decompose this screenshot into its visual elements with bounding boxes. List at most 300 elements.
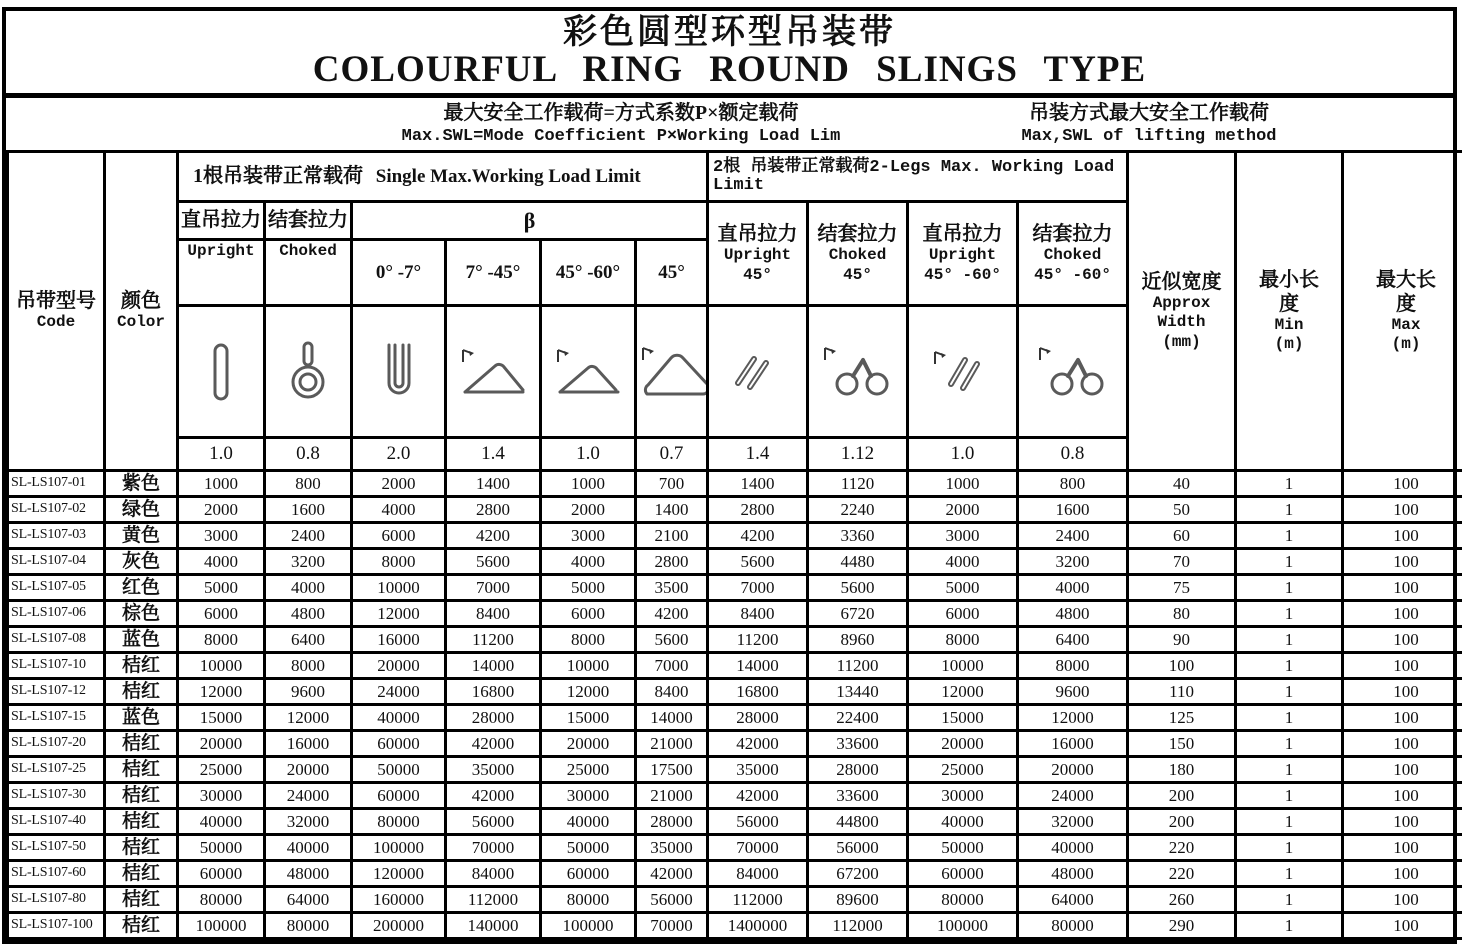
value-cell: 8400 (636, 679, 708, 705)
value-cell: 40000 (1018, 835, 1128, 861)
value-cell: 3200 (265, 549, 352, 575)
value-cell: 24000 (265, 783, 352, 809)
value-cell: 20000 (352, 653, 446, 679)
value-cell: 100 (1128, 653, 1236, 679)
value-cell: 64000 (1018, 887, 1128, 913)
value-cell: 7000 (636, 653, 708, 679)
header-angle-45-60: 45° -60° (541, 240, 636, 306)
swl-formula-en: Max.SWL=Mode Coefficient P×Working Load Lim (401, 126, 841, 146)
value-cell: 4200 (708, 523, 808, 549)
value-cell: 3500 (636, 575, 708, 601)
color-cell: 桔红 (105, 913, 178, 939)
value-cell: 28000 (808, 757, 908, 783)
value-cell: 28000 (636, 809, 708, 835)
value-cell: 32000 (265, 809, 352, 835)
value-cell: 14000 (708, 653, 808, 679)
value-cell: 1 (1236, 679, 1343, 705)
value-cell: 8000 (541, 627, 636, 653)
value-cell: 42000 (446, 783, 541, 809)
value-cell: 4200 (636, 601, 708, 627)
coefficient-cell: 1.12 (808, 438, 908, 471)
value-cell: 67200 (808, 861, 908, 887)
color-cell: 桔红 (105, 835, 178, 861)
color-cell: 桔红 (105, 679, 178, 705)
value-cell: 35000 (708, 757, 808, 783)
header-angle-7-45: 7° -45° (446, 240, 541, 306)
value-cell: 1600 (1018, 497, 1128, 523)
value-cell: 100 (1343, 913, 1462, 939)
value-cell: 100 (1343, 523, 1462, 549)
value-cell: 12000 (265, 705, 352, 731)
code-cell: SL-LS107-02 (8, 497, 105, 523)
value-cell: 7000 (446, 575, 541, 601)
value-cell: 70000 (446, 835, 541, 861)
value-cell: 5600 (636, 627, 708, 653)
value-cell: 75 (1128, 575, 1236, 601)
value-cell: 12000 (541, 679, 636, 705)
header-code: 吊带型号 Code (8, 152, 105, 471)
value-cell: 50000 (352, 757, 446, 783)
value-cell: 70000 (636, 913, 708, 939)
coefficient-cell: 0.8 (1018, 438, 1128, 471)
value-cell: 21000 (636, 783, 708, 809)
value-cell: 8960 (808, 627, 908, 653)
value-cell: 20000 (1018, 757, 1128, 783)
lifting-method-en: Max,SWL of lifting method (1021, 126, 1277, 146)
header-angle-45: 45° (636, 240, 708, 306)
value-cell: 24000 (352, 679, 446, 705)
value-cell: 2400 (265, 523, 352, 549)
value-cell: 42000 (446, 731, 541, 757)
color-cell: 桔红 (105, 757, 178, 783)
value-cell: 13440 (808, 679, 908, 705)
value-cell: 8000 (908, 627, 1018, 653)
header-width: 近似宽度 Approx Width (mm) (1128, 152, 1236, 471)
color-cell: 绿色 (105, 497, 178, 523)
value-cell: 14000 (446, 653, 541, 679)
value-cell: 70 (1128, 549, 1236, 575)
table-row (8, 705, 1462, 731)
value-cell: 1 (1236, 497, 1343, 523)
table-row (8, 601, 1462, 627)
header-2leg-choked-45: 结套拉力 Choked 45° (808, 202, 908, 306)
color-cell: 红色 (105, 575, 178, 601)
header-2leg-upright-45-60: 直吊拉力 Upright 45° -60° (908, 202, 1018, 306)
value-cell: 1000 (541, 471, 636, 497)
value-cell: 100 (1343, 705, 1462, 731)
value-cell: 4000 (352, 497, 446, 523)
two-leg-choked-45-icon (809, 344, 906, 400)
sling-table-head (8, 152, 1462, 471)
color-cell: 桔红 (105, 887, 178, 913)
value-cell: 700 (636, 471, 708, 497)
code-cell: SL-LS107-04 (8, 549, 105, 575)
value-cell: 8400 (446, 601, 541, 627)
code-cell: SL-LS107-20 (8, 731, 105, 757)
value-cell: 30000 (541, 783, 636, 809)
icon-cell (1018, 306, 1128, 438)
value-cell: 40000 (908, 809, 1018, 835)
value-cell: 1 (1236, 783, 1343, 809)
header-angle-0-7: 0° -7° (352, 240, 446, 306)
header-2leg-upright-45: 直吊拉力 Upright 45° (708, 202, 808, 306)
value-cell: 48000 (1018, 861, 1128, 887)
icon-cell (908, 306, 1018, 438)
coefficient-cell: 1.4 (708, 438, 808, 471)
value-cell: 2800 (708, 497, 808, 523)
header-upright-en: Upright (178, 240, 265, 306)
code-cell: SL-LS107-06 (8, 601, 105, 627)
table-row (8, 679, 1462, 705)
value-cell: 56000 (708, 809, 808, 835)
value-cell: 5600 (708, 549, 808, 575)
value-cell: 1000 (908, 471, 1018, 497)
sling-spec-table (6, 150, 1462, 940)
value-cell: 6000 (352, 523, 446, 549)
color-cell: 棕色 (105, 601, 178, 627)
value-cell: 16000 (1018, 731, 1128, 757)
value-cell: 10000 (541, 653, 636, 679)
value-cell: 4000 (908, 549, 1018, 575)
value-cell: 150 (1128, 731, 1236, 757)
sheet-frame (2, 7, 1457, 944)
value-cell: 7000 (708, 575, 808, 601)
value-cell: 200 (1128, 783, 1236, 809)
value-cell: 84000 (446, 861, 541, 887)
value-cell: 4000 (541, 549, 636, 575)
basket-triangle-45-icon (637, 344, 706, 400)
value-cell: 1600 (265, 497, 352, 523)
value-cell: 100 (1343, 783, 1462, 809)
value-cell: 60000 (541, 861, 636, 887)
value-cell: 5000 (908, 575, 1018, 601)
value-cell: 56000 (446, 809, 541, 835)
value-cell: 11200 (446, 627, 541, 653)
value-cell: 8000 (352, 549, 446, 575)
icon-cell (446, 306, 541, 438)
code-cell: SL-LS107-15 (8, 705, 105, 731)
header-color: 颜色 Color (105, 152, 178, 471)
icon-cell (178, 306, 265, 438)
table-row (8, 627, 1462, 653)
value-cell: 15000 (541, 705, 636, 731)
value-cell: 1 (1236, 757, 1343, 783)
value-cell: 100 (1343, 549, 1462, 575)
table-row (8, 861, 1462, 887)
value-cell: 11200 (808, 653, 908, 679)
table-row (8, 913, 1462, 939)
value-cell: 20000 (265, 757, 352, 783)
value-cell: 8000 (265, 653, 352, 679)
table-row (8, 809, 1462, 835)
value-cell: 220 (1128, 835, 1236, 861)
page-title-zh: 彩色圆型环型吊装带 (563, 13, 896, 51)
code-cell: SL-LS107-12 (8, 679, 105, 705)
value-cell: 60000 (352, 783, 446, 809)
value-cell: 1400 (636, 497, 708, 523)
value-cell: 4200 (446, 523, 541, 549)
value-cell: 2400 (1018, 523, 1128, 549)
value-cell: 100000 (352, 835, 446, 861)
value-cell: 25000 (908, 757, 1018, 783)
value-cell: 100 (1343, 887, 1462, 913)
value-cell: 89600 (808, 887, 908, 913)
value-cell: 4480 (808, 549, 908, 575)
value-cell: 6000 (908, 601, 1018, 627)
code-cell: SL-LS107-50 (8, 835, 105, 861)
value-cell: 8000 (178, 627, 265, 653)
value-cell: 100 (1343, 471, 1462, 497)
value-cell: 1 (1236, 835, 1343, 861)
color-cell: 桔红 (105, 731, 178, 757)
header-choked-en: Choked (265, 240, 352, 306)
value-cell: 40000 (265, 835, 352, 861)
value-cell: 1400000 (708, 913, 808, 939)
value-cell: 112000 (708, 887, 808, 913)
choked-sling-icon (266, 340, 350, 404)
value-cell: 2000 (178, 497, 265, 523)
value-cell: 100 (1343, 575, 1462, 601)
value-cell: 1 (1236, 549, 1343, 575)
value-cell: 32000 (1018, 809, 1128, 835)
value-cell: 80000 (1018, 913, 1128, 939)
value-cell: 64000 (265, 887, 352, 913)
basket-angle-45-60-icon (542, 346, 634, 398)
header-2leg-choked-45-60: 结套拉力 Choked 45° -60° (1018, 202, 1128, 306)
value-cell: 48000 (265, 861, 352, 887)
value-cell: 40000 (352, 705, 446, 731)
coefficient-cell: 1.4 (446, 438, 541, 471)
value-cell: 16800 (708, 679, 808, 705)
code-cell: SL-LS107-25 (8, 757, 105, 783)
value-cell: 2800 (636, 549, 708, 575)
value-cell: 24000 (1018, 783, 1128, 809)
value-cell: 40 (1128, 471, 1236, 497)
color-cell: 桔红 (105, 809, 178, 835)
value-cell: 100 (1343, 757, 1462, 783)
value-cell: 56000 (808, 835, 908, 861)
value-cell: 22400 (808, 705, 908, 731)
value-cell: 1 (1236, 601, 1343, 627)
value-cell: 160000 (352, 887, 446, 913)
table-row (8, 783, 1462, 809)
value-cell: 70000 (708, 835, 808, 861)
icon-cell (541, 306, 636, 438)
value-cell: 56000 (636, 887, 708, 913)
value-cell: 28000 (708, 705, 808, 731)
value-cell: 44800 (808, 809, 908, 835)
value-cell: 80 (1128, 601, 1236, 627)
value-cell: 100000 (908, 913, 1018, 939)
value-cell: 100 (1343, 497, 1462, 523)
value-cell: 1 (1236, 861, 1343, 887)
value-cell: 42000 (708, 783, 808, 809)
code-cell: SL-LS107-30 (8, 783, 105, 809)
value-cell: 120000 (352, 861, 446, 887)
icon-cell (708, 306, 808, 438)
value-cell: 28000 (446, 705, 541, 731)
value-cell: 4000 (265, 575, 352, 601)
value-cell: 80000 (178, 887, 265, 913)
code-cell: SL-LS107-10 (8, 653, 105, 679)
value-cell: 1 (1236, 809, 1343, 835)
table-row (8, 653, 1462, 679)
value-cell: 125 (1128, 705, 1236, 731)
table-row (8, 471, 1462, 497)
color-cell: 桔红 (105, 861, 178, 887)
value-cell: 40000 (178, 809, 265, 835)
value-cell: 5000 (178, 575, 265, 601)
value-cell: 25000 (178, 757, 265, 783)
value-cell: 5600 (808, 575, 908, 601)
value-cell: 15000 (178, 705, 265, 731)
value-cell: 100000 (541, 913, 636, 939)
code-cell: SL-LS107-01 (8, 471, 105, 497)
code-cell: SL-LS107-60 (8, 861, 105, 887)
header-two-leg-group: 2根 吊装带正常载荷2-Legs Max. Working Load Limit (708, 152, 1128, 202)
value-cell: 1 (1236, 731, 1343, 757)
table-row (8, 523, 1462, 549)
value-cell: 30000 (908, 783, 1018, 809)
value-cell: 2240 (808, 497, 908, 523)
value-cell: 10000 (178, 653, 265, 679)
value-cell: 2100 (636, 523, 708, 549)
value-cell: 4000 (1018, 575, 1128, 601)
value-cell: 1 (1236, 471, 1343, 497)
two-leg-choked-45-60-icon (1019, 344, 1126, 400)
basket-sling-icon (353, 341, 444, 403)
value-cell: 100 (1343, 653, 1462, 679)
color-cell: 蓝色 (105, 627, 178, 653)
value-cell: 12000 (1018, 705, 1128, 731)
value-cell: 9600 (1018, 679, 1128, 705)
value-cell: 14000 (636, 705, 708, 731)
value-cell: 2000 (541, 497, 636, 523)
two-leg-45-60-icon (909, 348, 1016, 396)
value-cell: 42000 (708, 731, 808, 757)
header-single-group: 1根吊装带正常载荷 Single Max.Working Load Limit (178, 152, 708, 202)
value-cell: 8400 (708, 601, 808, 627)
header-beta: β (352, 202, 708, 240)
value-cell: 20000 (541, 731, 636, 757)
code-cell: SL-LS107-03 (8, 523, 105, 549)
value-cell: 20000 (908, 731, 1018, 757)
value-cell: 33600 (808, 731, 908, 757)
value-cell: 3200 (1018, 549, 1128, 575)
value-cell: 60 (1128, 523, 1236, 549)
value-cell: 1400 (708, 471, 808, 497)
value-cell: 4000 (178, 549, 265, 575)
value-cell: 42000 (636, 861, 708, 887)
value-cell: 21000 (636, 731, 708, 757)
value-cell: 25000 (541, 757, 636, 783)
value-cell: 180 (1128, 757, 1236, 783)
value-cell: 17500 (636, 757, 708, 783)
lifting-method-zh: 吊装方式最大安全工作载荷 (1029, 101, 1269, 124)
value-cell: 1 (1236, 913, 1343, 939)
color-cell: 蓝色 (105, 705, 178, 731)
value-cell: 1000 (178, 471, 265, 497)
value-cell: 100 (1343, 679, 1462, 705)
value-cell: 1 (1236, 575, 1343, 601)
color-cell: 灰色 (105, 549, 178, 575)
value-cell: 6000 (178, 601, 265, 627)
value-cell: 6000 (541, 601, 636, 627)
value-cell: 80000 (265, 913, 352, 939)
table-row (8, 835, 1462, 861)
header-max-length: 最大长 度 Max (m) (1343, 152, 1462, 471)
sling-table-body (8, 471, 1462, 939)
value-cell: 100 (1343, 835, 1462, 861)
value-cell: 100 (1343, 861, 1462, 887)
value-cell: 8000 (1018, 653, 1128, 679)
swl-formula-zh: 最大安全工作载荷=方式系数P×额定载荷 (443, 101, 799, 124)
header-upright-zh: 直吊拉力 (178, 202, 265, 240)
value-cell: 10000 (908, 653, 1018, 679)
table-row (8, 757, 1462, 783)
value-cell: 11200 (708, 627, 808, 653)
table-row (8, 575, 1462, 601)
value-cell: 1 (1236, 887, 1343, 913)
value-cell: 50000 (908, 835, 1018, 861)
value-cell: 3000 (178, 523, 265, 549)
coefficient-cell: 1.0 (541, 438, 636, 471)
value-cell: 200 (1128, 809, 1236, 835)
value-cell: 16000 (352, 627, 446, 653)
value-cell: 15000 (908, 705, 1018, 731)
value-cell: 50000 (541, 835, 636, 861)
icon-cell (265, 306, 352, 438)
value-cell: 3000 (908, 523, 1018, 549)
value-cell: 12000 (178, 679, 265, 705)
value-cell: 50 (1128, 497, 1236, 523)
value-cell: 1400 (446, 471, 541, 497)
coefficient-cell: 1.0 (908, 438, 1018, 471)
value-cell: 60000 (178, 861, 265, 887)
value-cell: 2800 (446, 497, 541, 523)
value-cell: 1 (1236, 653, 1343, 679)
value-cell: 16000 (265, 731, 352, 757)
value-cell: 80000 (352, 809, 446, 835)
value-cell: 100 (1343, 601, 1462, 627)
code-cell: SL-LS107-08 (8, 627, 105, 653)
title-block (6, 11, 1453, 98)
color-cell: 黄色 (105, 523, 178, 549)
value-cell: 90 (1128, 627, 1236, 653)
value-cell: 12000 (908, 679, 1018, 705)
value-cell: 20000 (178, 731, 265, 757)
code-cell: SL-LS107-05 (8, 575, 105, 601)
value-cell: 84000 (708, 861, 808, 887)
icon-cell (808, 306, 908, 438)
value-cell: 2000 (352, 471, 446, 497)
coefficient-cell: 0.7 (636, 438, 708, 471)
value-cell: 3000 (541, 523, 636, 549)
value-cell: 4800 (265, 601, 352, 627)
value-cell: 10000 (352, 575, 446, 601)
value-cell: 60000 (352, 731, 446, 757)
value-cell: 40000 (541, 809, 636, 835)
value-cell: 50000 (178, 835, 265, 861)
value-cell: 1 (1236, 627, 1343, 653)
value-cell: 6400 (265, 627, 352, 653)
value-cell: 12000 (352, 601, 446, 627)
value-cell: 200000 (352, 913, 446, 939)
code-cell: SL-LS107-100 (8, 913, 105, 939)
two-leg-45-icon (709, 349, 806, 395)
color-cell: 桔红 (105, 783, 178, 809)
value-cell: 5000 (541, 575, 636, 601)
